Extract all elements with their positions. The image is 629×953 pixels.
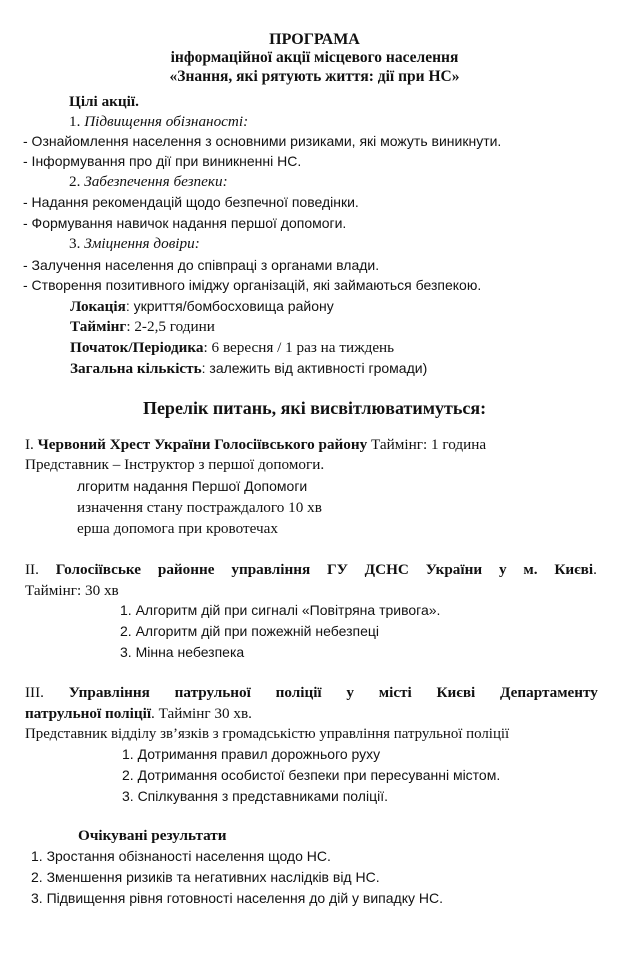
goal-bullet: - Ознайомлення населення з основними ризиками, які можуть виникнути. — [23, 133, 502, 149]
section-1-item: изначення стану постраждалого 10 хв — [77, 499, 322, 516]
org-word: у — [346, 684, 354, 701]
section-num: III. — [25, 684, 44, 701]
section-3-org-line2 — [25, 704, 252, 724]
org-word: ГУ — [327, 561, 348, 578]
org-word: м. — [523, 561, 538, 578]
section-timing: Таймінг: 1 година — [371, 436, 487, 453]
org-word: патрульної — [174, 684, 251, 701]
goal-item-1 — [69, 112, 248, 132]
detail-label: Початок/Періодика — [70, 339, 204, 356]
detail-label: Загальна кількість — [70, 360, 202, 377]
section-3-item: 1. Дотримання правил дорожнього руху — [122, 746, 381, 762]
section-2-item: 2. Алгоритм дій при пожежній небезпеці — [120, 623, 379, 639]
goal-title: Забезпечення безпеки: — [84, 173, 228, 190]
goals-heading: Цілі акції. — [69, 93, 139, 110]
goal-num: 1. — [69, 113, 81, 130]
section-1-item: лгоритм надання Першої Допомоги — [77, 478, 308, 494]
goal-num: 3. — [69, 235, 81, 252]
section-3-item: 2. Дотримання особистої безпеки при пересуванні містом. — [122, 767, 501, 783]
section-2-timing: Таймінг: 30 хв — [25, 582, 119, 599]
org-word: Управління — [68, 684, 150, 701]
detail-count — [70, 358, 427, 379]
section-3-representative: Представник відділу зв’язків з громадськістю управління патрульної поліції — [25, 726, 510, 742]
goal-bullet: - Створення позитивного іміджу організацій, які займаються безпекою. — [23, 277, 482, 293]
detail-timing — [70, 317, 215, 337]
detail-value: : 6 вересня / 1 раз на тиждень — [203, 339, 395, 356]
section-3-header — [25, 683, 598, 703]
org-word: районне — [157, 561, 215, 578]
result-item: 1. Зростання обізнаності населення щодо НС. — [31, 848, 331, 864]
section-num: I. — [25, 436, 34, 453]
org-word: ДСНС — [364, 561, 409, 578]
detail-label: Таймінг — [70, 318, 127, 335]
section-1-representative: Представник – Інструктор з першої допомоги. — [25, 456, 325, 473]
result-item: 3. Підвищення рівня готовності населення до дій у випадку НС. — [31, 890, 443, 906]
goal-title: Зміцнення довіри: — [84, 235, 200, 252]
doc-title: ПРОГРАМА — [269, 31, 360, 48]
org-word: місті — [378, 684, 412, 701]
org-end: . — [593, 561, 597, 578]
section-2-item: 3. Мінна небезпека — [120, 644, 245, 660]
org-word: Києві — [554, 561, 594, 578]
doc-subtitle: інформаційної акції місцевого населення — [170, 49, 459, 66]
detail-start — [70, 338, 394, 358]
detail-value: : залежить від активності громади) — [201, 360, 428, 376]
goal-title: Підвищення обізнаності: — [84, 113, 249, 130]
results-heading: Очікувані результати — [78, 827, 227, 844]
section-3-item: 3. Спілкування з представниками поліції. — [122, 788, 388, 804]
goal-bullet: - Формування навичок надання першої допомоги. — [23, 215, 347, 231]
goal-bullet: - Залучення населення до співпраці з органами влади. — [23, 257, 380, 273]
goal-num: 2. — [69, 173, 81, 190]
topics-heading: Перелік питань, які висвітлюватимуться: — [142, 398, 487, 418]
section-org: патрульної поліції — [25, 705, 152, 722]
org-word: Голосіївське — [55, 561, 142, 578]
section-2-header — [25, 560, 597, 580]
section-timing: . Таймінг 30 хв. — [151, 705, 252, 722]
goal-bullet: - Надання рекомендацій щодо безпечної поведінки. — [23, 194, 359, 210]
detail-label: Локація — [70, 298, 126, 315]
org-word: Києві — [436, 684, 476, 701]
section-2-item: 1. Алгоритм дій при сигналі «Повітряна тривога». — [120, 602, 441, 618]
detail-value: : укриття/бомбосховища району — [125, 298, 334, 314]
section-1-header — [25, 435, 486, 455]
goal-bullet: - Інформування про дії при виникненні НС. — [23, 153, 302, 169]
section-num: II. — [25, 561, 39, 578]
goal-item-2 — [69, 172, 228, 192]
org-word: Департаменту — [500, 684, 598, 701]
org-word: управління — [231, 561, 311, 578]
org-word: України — [425, 561, 483, 578]
goal-item-3 — [69, 234, 200, 254]
section-org: Червоний Хрест України Голосіївського району — [37, 436, 368, 453]
result-item: 2. Зменшення ризиків та негативних наслідків від НС. — [31, 869, 380, 885]
org-word: у — [498, 561, 507, 578]
org-word-last — [554, 560, 597, 580]
detail-value: : 2-2,5 години — [126, 318, 215, 335]
org-word: поліції — [275, 684, 322, 701]
detail-location — [70, 296, 334, 317]
section-1-item: ерша допомога при кровотечах — [77, 520, 278, 537]
event-name: «Знання, які рятують життя: дії при НС» — [169, 68, 460, 85]
